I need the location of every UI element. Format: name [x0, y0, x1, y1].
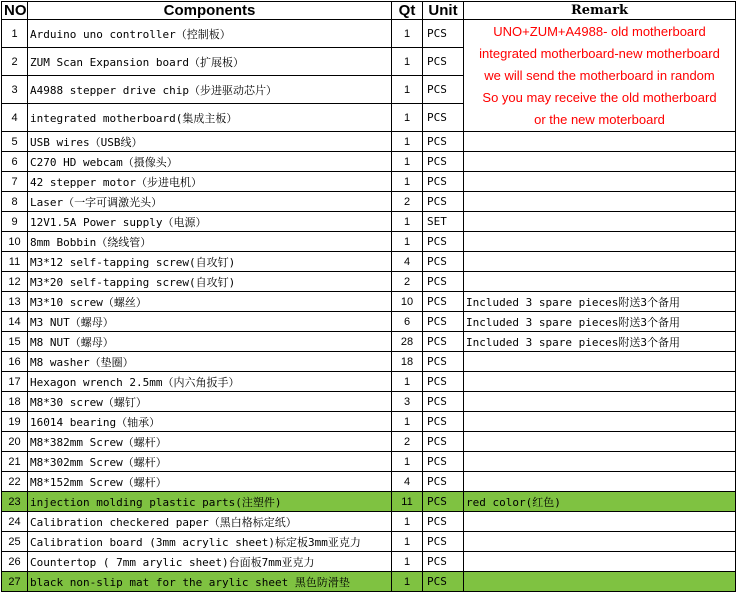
table-row [2, 572, 736, 592]
remark [464, 412, 736, 432]
quantity: 11 [392, 492, 423, 512]
unit: PCS [423, 392, 464, 412]
remark: Included 3 spare pieces附送3个备用 [464, 312, 736, 332]
component-name: injection molding plastic parts(注塑件) [28, 492, 392, 512]
table-row [2, 332, 736, 352]
row-number: 3 [2, 76, 28, 104]
table-row [2, 452, 736, 472]
unit: PCS [423, 192, 464, 212]
unit: PCS [423, 492, 464, 512]
component-name: ZUM Scan Expansion board（扩展板） [28, 48, 392, 76]
table-row [2, 252, 736, 272]
unit: PCS [423, 332, 464, 352]
row-number: 4 [2, 104, 28, 132]
quantity: 2 [392, 272, 423, 292]
component-name: M8*30 screw（螺钉） [28, 392, 392, 412]
remark [464, 152, 736, 172]
row-number: 21 [2, 452, 28, 472]
quantity: 1 [392, 76, 423, 104]
unit: PCS [423, 252, 464, 272]
row-number: 1 [2, 20, 28, 48]
quantity: 1 [392, 232, 423, 252]
remark-note-line: integrated motherboard-new motherboard [479, 45, 720, 61]
unit: PCS [423, 152, 464, 172]
row-number: 8 [2, 192, 28, 212]
header-remark: Remark [464, 2, 736, 20]
component-name: A4988 stepper drive chip（步进驱动芯片） [28, 76, 392, 104]
header-no: NO [2, 2, 28, 20]
remark: Included 3 spare pieces附送3个备用 [464, 332, 736, 352]
unit: PCS [423, 132, 464, 152]
table-row [2, 532, 736, 552]
row-number: 10 [2, 232, 28, 252]
component-name: 42 stepper motor（步进电机） [28, 172, 392, 192]
quantity: 1 [392, 132, 423, 152]
remark-note-line: So you may receive the old motherboard [482, 89, 717, 105]
table-row [2, 392, 736, 412]
quantity: 4 [392, 472, 423, 492]
table-row [2, 292, 736, 312]
table-row [2, 492, 736, 512]
unit: PCS [423, 432, 464, 452]
table-row [2, 312, 736, 332]
quantity: 1 [392, 552, 423, 572]
remark [464, 452, 736, 472]
component-name: Calibration board (3mm acrylic sheet)标定板3mm亚克力 [28, 532, 392, 552]
quantity: 1 [392, 532, 423, 552]
unit: PCS [423, 512, 464, 532]
remark [464, 192, 736, 212]
table-row [2, 472, 736, 492]
component-name: Laser（一字可调激光头） [28, 192, 392, 212]
component-name: 8mm Bobbin（绕线管） [28, 232, 392, 252]
table-row [2, 412, 736, 432]
component-name: M8 NUT（螺母） [28, 332, 392, 352]
remark [464, 392, 736, 412]
quantity: 2 [392, 192, 423, 212]
remark [464, 252, 736, 272]
unit: PCS [423, 272, 464, 292]
table-row [2, 152, 736, 172]
table-row [2, 512, 736, 532]
table-row [2, 20, 736, 48]
component-name: M8 washer（垫圈） [28, 352, 392, 372]
header-row [2, 2, 736, 20]
table-row [2, 212, 736, 232]
row-number: 22 [2, 472, 28, 492]
remark [464, 532, 736, 552]
quantity: 1 [392, 48, 423, 76]
row-number: 14 [2, 312, 28, 332]
remark [464, 572, 736, 592]
component-name: Calibration checkered paper（黑白格标定纸） [28, 512, 392, 532]
row-number: 13 [2, 292, 28, 312]
component-name: M3 NUT（螺母） [28, 312, 392, 332]
header-unit: Unit [423, 2, 464, 20]
row-number: 26 [2, 552, 28, 572]
quantity: 28 [392, 332, 423, 352]
motherboard-remark-note [464, 20, 736, 132]
quantity: 1 [392, 412, 423, 432]
unit: PCS [423, 48, 464, 76]
unit: PCS [423, 76, 464, 104]
row-number: 16 [2, 352, 28, 372]
remark [464, 552, 736, 572]
row-number: 15 [2, 332, 28, 352]
quantity: 1 [392, 152, 423, 172]
quantity: 3 [392, 392, 423, 412]
unit: SET [423, 212, 464, 232]
table-row [2, 132, 736, 152]
remark [464, 352, 736, 372]
quantity: 1 [392, 20, 423, 48]
component-name: M3*12 self-tapping screw(自攻钉) [28, 252, 392, 272]
unit: PCS [423, 552, 464, 572]
remark [464, 432, 736, 452]
component-name: Arduino uno controller（控制板） [28, 20, 392, 48]
unit: PCS [423, 352, 464, 372]
table-row [2, 172, 736, 192]
quantity: 1 [392, 104, 423, 132]
unit: PCS [423, 372, 464, 392]
unit: PCS [423, 104, 464, 132]
remark [464, 172, 736, 192]
table-row [2, 552, 736, 572]
row-number: 5 [2, 132, 28, 152]
quantity: 1 [392, 452, 423, 472]
component-name: M3*10 screw（螺丝） [28, 292, 392, 312]
quantity: 6 [392, 312, 423, 332]
quantity: 18 [392, 352, 423, 372]
remark [464, 472, 736, 492]
unit: PCS [423, 20, 464, 48]
remark-note-line: we will send the motherboard in random [484, 67, 715, 83]
remark [464, 272, 736, 292]
row-number: 25 [2, 532, 28, 552]
remark [464, 232, 736, 252]
component-name: Countertop ( 7mm arylic sheet)台面板7mm亚克力 [28, 552, 392, 572]
table-row [2, 352, 736, 372]
unit: PCS [423, 532, 464, 552]
table-row [2, 372, 736, 392]
quantity: 1 [392, 372, 423, 392]
unit: PCS [423, 472, 464, 492]
quantity: 1 [392, 572, 423, 592]
row-number: 2 [2, 48, 28, 76]
components-table [1, 1, 736, 592]
row-number: 6 [2, 152, 28, 172]
remark: red color(红色) [464, 492, 736, 512]
table-row [2, 272, 736, 292]
unit: PCS [423, 412, 464, 432]
row-number: 23 [2, 492, 28, 512]
quantity: 4 [392, 252, 423, 272]
component-name: M8*152mm Screw（螺杆） [28, 472, 392, 492]
unit: PCS [423, 572, 464, 592]
quantity: 1 [392, 172, 423, 192]
unit: PCS [423, 312, 464, 332]
row-number: 11 [2, 252, 28, 272]
remark [464, 512, 736, 532]
header-qt: Qt [392, 2, 423, 20]
unit: PCS [423, 172, 464, 192]
row-number: 18 [2, 392, 28, 412]
table-row [2, 232, 736, 252]
component-name: M3*20 self-tapping screw(自攻钉) [28, 272, 392, 292]
table-row [2, 192, 736, 212]
remark [464, 132, 736, 152]
header-components: Components [28, 2, 392, 20]
quantity: 1 [392, 212, 423, 232]
row-number: 20 [2, 432, 28, 452]
quantity: 10 [392, 292, 423, 312]
remark [464, 372, 736, 392]
remark-note-line: UNO+ZUM+A4988- old motherboard [493, 23, 706, 39]
remark [464, 212, 736, 232]
unit: PCS [423, 232, 464, 252]
component-name: M8*382mm Screw（螺杆） [28, 432, 392, 452]
component-name: black non-slip mat for the arylic sheet 黑色防滑垫 [28, 572, 392, 592]
remark-note-line: or the new moterboard [534, 111, 665, 127]
row-number: 9 [2, 212, 28, 232]
component-name: C270 HD webcam（摄像头） [28, 152, 392, 172]
component-name: USB wires（USB线） [28, 132, 392, 152]
row-number: 27 [2, 572, 28, 592]
row-number: 12 [2, 272, 28, 292]
row-number: 17 [2, 372, 28, 392]
component-name: 12V1.5A Power supply（电源） [28, 212, 392, 232]
component-name: M8*302mm Screw（螺杆） [28, 452, 392, 472]
unit: PCS [423, 292, 464, 312]
remark: Included 3 spare pieces附送3个备用 [464, 292, 736, 312]
quantity: 1 [392, 512, 423, 532]
row-number: 19 [2, 412, 28, 432]
component-name: 16014 bearing（轴承） [28, 412, 392, 432]
table-row [2, 432, 736, 452]
row-number: 7 [2, 172, 28, 192]
unit: PCS [423, 452, 464, 472]
quantity: 2 [392, 432, 423, 452]
row-number: 24 [2, 512, 28, 532]
component-name: Hexagon wrench 2.5mm（内六角扳手） [28, 372, 392, 392]
component-name: integrated motherboard(集成主板） [28, 104, 392, 132]
